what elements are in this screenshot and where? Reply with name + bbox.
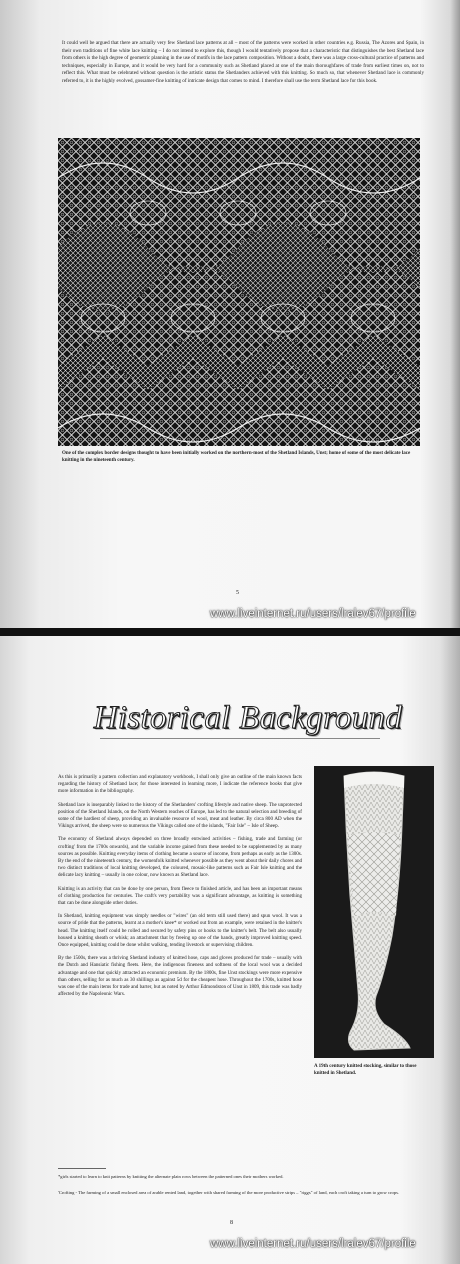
watermark-link[interactable]: www.liveinternet.ru/users/lralev67/profile [210, 608, 416, 620]
stocking-photo-caption: A 19th century knitted stocking, similar to those knitted in Shetland. [314, 1064, 417, 1076]
watermark-link[interactable]: www.liveinternet.ru/users/lralev67/profile [210, 1238, 416, 1250]
body-paragraph: Knitting is an activity that can be done by one person, from fleece to finished article, and has been an important means of clothing production for centuries. The craft's very portability was a significant advantage, as knitting is something that can be done alongside other duties. [58, 885, 302, 907]
chapter-title: Historical Background [93, 700, 403, 736]
lace-photo-caption: One of the complex border designs thought to have been initially worked on the northern-most of the Shetland Islands, Unst; home of some of the most delicate lace knitting in the nineteenth century. [62, 451, 411, 463]
body-paragraph: By the 1500s, there was a thriving Shetland industry of knitted hose, caps and gloves produced for trade – usually with the Dutch and Hansiatic fishing fleets. Here, the indigenous fineness and softness of the local wool was a decided advantage and one that quickly attracted an economic premium. By the 1800s, fine Unst stockings were more expensive than others, selling for as much as 30 shillings as against 5d for the cheapest hose. Throughout the 1700s, knitted hose was one of the main items for trade and barter, but as noted by Arthur Edmondston of Unst in 1809, this trade was badly affected by the Napoleonic Wars. [58, 955, 302, 998]
footnote-rule [58, 1168, 106, 1169]
page-number: 5 [236, 590, 239, 596]
body-paragraph: In Shetland, knitting equipment was simply needles or "wires" (an old term still used there) and spun wool. It was a source of pride that the patterns, learnt at a mother's knee* or worked out from an example, were retained in the knitter's head. The knitting itself could be rolled and secured by safety pins or hooks to the knitter's belt. The belt also usually housed a knitting sheath or whisk; an attachment that by freeing up one of the hands, greatly improved knitting speed. Once equipped, knitting could be done whilst walking, tending livestock or supervising children. [58, 913, 302, 949]
page-number: 8 [230, 1220, 233, 1226]
stocking-photo [314, 766, 434, 1058]
body-paragraph: Shetland lace is inseparably linked to the history of the Shetlanders' crofting lifestyle and native sheep. The unprotected position of the Shetland Islands, on the North Western reaches of Europe, has led to the natural selection and breeding of some of the hardiest of sheep, providing an invaluable resource of wool, meat and leather. By circa 800 AD when the Vikings arrived, the sheep were so numerous the Vikings called one of the islands, "Fair Isle" – Isle of Sheep. [58, 801, 302, 830]
body-paragraph: The economy of Shetland always depended on three broadly entwined activities – fishing, trade and farming (or crofting' from the 1700s onwards), and the variable income gained from these needed to be supplemented by as many sources as possible. Knitting everyday items of clothing became a source of income, from perhaps as early as the 1300s. By the end of the nineteenth century, the womenfolk knitted whenever possible as they went about their daily chores and two distinct traditions of local knitting developed, the coloured, mosaic-like patterns such as Fair Isle knitting and the delicate lacy knitting – usually in one colour, now known as Shetland lace. [58, 836, 302, 879]
page-separator [0, 628, 460, 636]
body-paragraph: As this is primarily a pattern collection and explanatory workbook, I shall only give an outline of the main known facts regarding the history of Shetland lace; for those interested in learning more, I indicate the reference books that give more information in the bibliography. [58, 774, 302, 795]
chapter-body [58, 774, 302, 1004]
lace-border-photo [58, 138, 420, 446]
intro-paragraph: It could well be argued that there are actually very few Shetland lace patterns at all – most of the patterns were worked in other countries e.g. Russia, The Azores and Spain, in their own traditions of fine white lace knitting – I do not intend to explore this, though I would tentatively propose that a characteristic that distinguishes the best Shetland lace from others is the high degree of geometric planning in the use of motifs in the lace pattern composition. Without a doubt, there was a large cross-cultural practice of patterns and techniques, especially in Europe, and it would be very hard for a community such as Shetland placed at one of the main thoroughfares of trade from earliest times on, not to reflect this. What must be celebrated without question is the artistic status the Shetlanders achieved with this knitting. So much so, that whenever Shetland lace is commonly referred to, it is the highly evolved, gossamer-fine knitting of intricate design that comes to mind. I therefore shall use the term Shetland lace for this book. [62, 40, 425, 84]
title-divider [100, 738, 380, 739]
footnote: *girls started to learn to knit patterns by knitting the alternate plain rows between the patterned ones their mothers worked. [58, 1174, 284, 1179]
footnote: 'Crofting - The farming of a small enclosed area of arable rented land, together with shared farming of the more productive strips – "riggs" of land, each croft taking a turn to grow crops. [58, 1190, 400, 1195]
